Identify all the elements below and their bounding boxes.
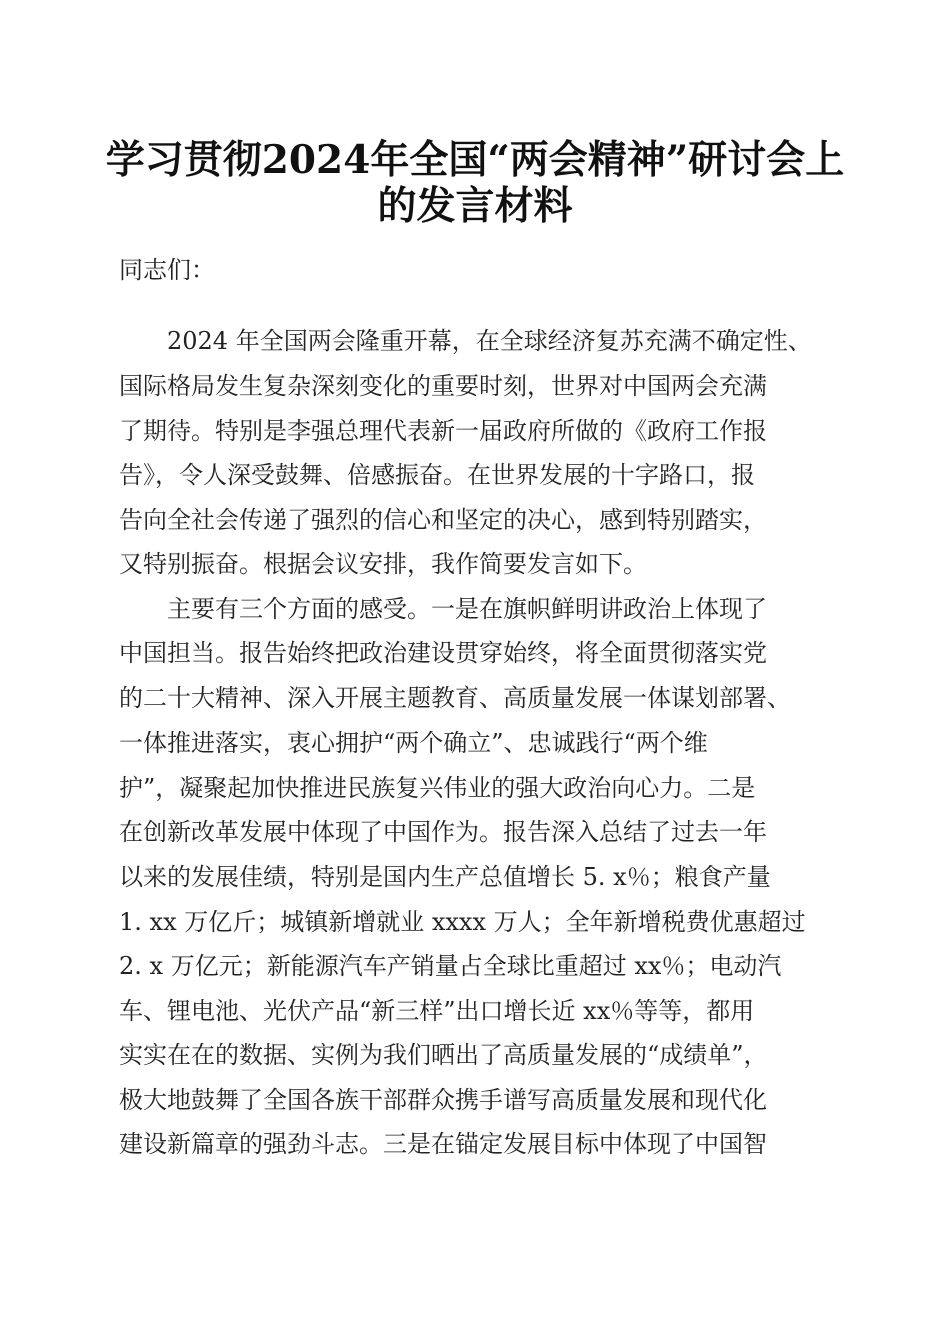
paragraph-1-line: 国际格局发生复杂深刻变化的重要时刻，世界对中国两会充满 xyxy=(119,372,767,400)
paragraph-2-line: 实实在在的数据、实例为我们晒出了高质量发展的“成绩单”， xyxy=(119,1041,768,1069)
paragraph-2-line: 在创新改革发展中体现了中国作为。报告深入总结了过去一年 xyxy=(119,818,767,846)
paragraph-2-line: 中国担当。报告始终把政治建设贯穿始终，将全面贯彻落实党 xyxy=(119,639,767,667)
paragraph-1-line: 2024 年全国两会隆重开幕，在全球经济复苏充满不确定性、 xyxy=(119,327,812,355)
paragraph-2-line: 以来的发展佳绩，特别是国内生产总值增长 5. x％；粮食产量 xyxy=(119,863,771,891)
paragraph-2-line: 2. x 万亿元；新能源汽车产销量占全球比重超过 xx％；电动汽 xyxy=(119,952,782,980)
paragraph-1-line: 了期待。特别是李强总理代表新一届政府所做的《政府工作报 xyxy=(119,417,767,445)
paragraph-1-line: 告向全社会传递了强烈的信心和坚定的决心，感到特别踏实， xyxy=(119,506,767,534)
document-title-line-2: 的发言材料 xyxy=(377,183,573,229)
salutation: 同志们： xyxy=(119,256,215,284)
paragraph-2-line: 车、锂电池、光伏产品“新三样”出口增长近 xx％等等，都用 xyxy=(119,997,755,1025)
document-title-line-1: 学习贯彻2024年全国“两会精神”研讨会上 xyxy=(105,137,845,183)
paragraph-2-line: 的二十大精神、深入开展主题教育、高质量发展一体谋划部署、 xyxy=(119,684,791,712)
paragraph-2-line: 1. xx 万亿斤；城镇新增就业 xxxx 万人；全年新增税费优惠超过 xyxy=(119,908,806,936)
paragraph-2-line: 建设新篇章的强劲斗志。三是在锚定发展目标中体现了中国智 xyxy=(119,1130,767,1158)
paragraph-1-line: 告》，令人深受鼓舞、倍感振奋。在世界发展的十字路口，报 xyxy=(119,461,755,489)
paragraph-2-line: 护”，凝聚起加快推进民族复兴伟业的强大政治向心力。二是 xyxy=(119,774,756,802)
paragraph-2-line: 主要有三个方面的感受。一是在旗帜鲜明讲政治上体现了 xyxy=(119,595,767,623)
paragraph-2-line: 一体推进落实，衷心拥护“两个确立”、忠诚践行“两个维 xyxy=(119,729,708,757)
paragraph-2-line: 极大地鼓舞了全国各族干部群众携手谱写高质量发展和现代化 xyxy=(119,1086,767,1114)
paragraph-1-line: 又特别振奋。根据会议安排，我作简要发言如下。 xyxy=(119,550,647,578)
